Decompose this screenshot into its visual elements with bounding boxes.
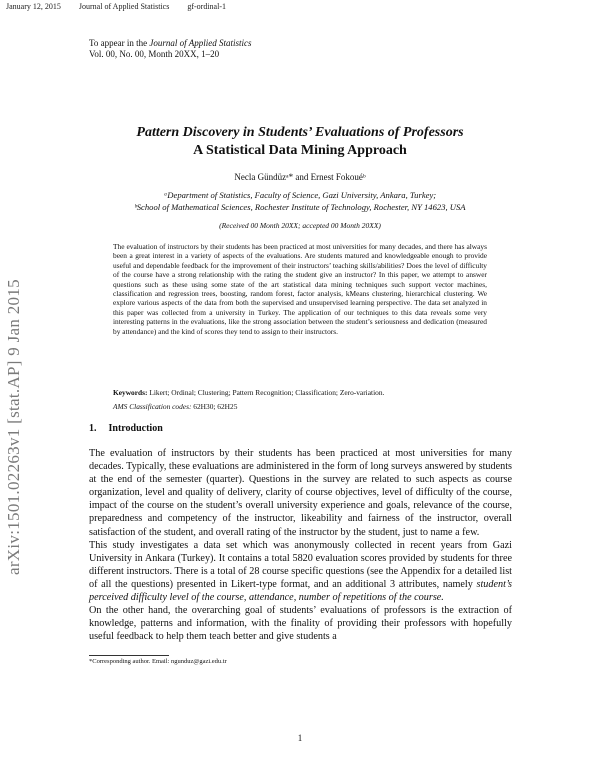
header-journal: Journal of Applied Statistics [78,2,170,11]
footnote: *Corresponding author. Email: ngunduz@gazi.edu.tr [89,658,227,665]
keywords-text: Likert; Ordinal; Clustering; Pattern Recognition; Classification; Zero-variation. [147,388,385,397]
affiliation-a: ᵃDepartment of Statistics, Faculty of Science, Gazi University, Ankara, Turkey; [163,190,437,200]
paper-title [80,124,520,160]
received-dates: (Received 00 Month 20XX; accepted 00 Month 20XX) [219,221,381,230]
ams-codes [113,402,487,411]
title-line-1: Pattern Discovery in Students’ Evaluations of Professors [136,125,464,140]
title-line-2: A Statistical Data Mining Approach [193,143,407,158]
footnote-rule [89,655,169,656]
appear-journal: Journal of Applied Statistics [149,38,252,48]
header-file: gf-ordinal-1 [187,2,226,11]
affiliations [80,189,520,213]
paragraph-2 [89,539,512,604]
section-heading [89,423,163,434]
abstract: The evaluation of instructors by their students has been practiced at most universities for many decades, and there has always been a great interest in a variety of aspects of the evaluations. Are students matured and knowledgeable enough to provide useful and dependable feedback for the improvement of their instructors’ teaching skills/abilities? Does the level of difficulty of the course have a strong relationship with the rating the student give an instructor? In this paper, we attempt to answer questions such as these using some state of the art statistical data mining techniques such support vector machines, classification and regression trees, boosting, random forest, factor analysis, kMeans clustering, hierarchical clustering. We explore various aspects of the data from both the supervised and unsupervised learning perspective. The data set analyzed in this paper was collected from a university in Turkey. The application of our techniques to this data reveals some very interesting patterns in the evaluations, like the strong association between the student’s seriousness and dedication (measured by attendance) and the kind of scores they tend to assign to their instructors. [113,242,487,336]
paragraph-2-text: This study investigates a data set which was anonymously collected in recent years from Gazi University in Ankara (Turkey). It contains a total 5820 evaluation scores provided by students for three different instructors. There is a total of 28 course specific questions (see the Appendix for a detailed list of all the questions) presented in Likert-type format, and an additional 3 attributes, namely [89,539,512,590]
keywords-label: Keywords: [113,388,148,397]
paragraph-3: On the other hand, the overarching goal of students’ evaluations of professors is the extraction of knowledge, patterns and information, with the finality of providing their professors with hopefully useful feedback to help them teach better and give students a [89,605,512,643]
authors: Necla Gündüzᵃ* and Ernest Fokouéᵇ [234,172,366,182]
section-title: Introduction [108,423,163,434]
volume-line: Vol. 00, No. 00, Month 20XX, 1–20 [89,49,220,59]
page-number: 1 [297,733,303,743]
section-number: 1. [89,423,97,434]
appear-prefix: To appear in the [89,38,150,48]
ams-text: 62H30; 62H25 [191,402,238,411]
ams-label: AMS Classification codes: [113,402,192,411]
paragraph-2-italic: student’s perceived difficulty level of the course, attendance, number of repetitions of the course. [89,578,512,604]
body-text [89,447,512,643]
arxiv-stamp: arXiv:1501.02263v1 [stat.AP] 9 Jan 2015 [4,279,23,575]
header-date: January 12, 2015 [6,2,61,11]
publication-info [89,38,251,60]
paragraph-1: The evaluation of instructors by their students has been practiced at most universities for many decades. Typically, these evaluations are administered in the form of long surveys answered by students at the end of the semester (quarter). Questions in the survey are related to such aspects as course organization, level and quality of delivery, clarity of course objectives, level of difficulty of the course, impact of the course on the student’s overall university experience and goals, relevance of the course, preparedness and competency of the instructor, likeability and fairness of the instructor, overall satisfaction of the student, and overall rating of the instructor by the student, just to name a few. [89,448,512,538]
keywords [113,388,487,397]
affiliation-b: ᵇSchool of Mathematical Sciences, Rochester Institute of Technology, Rochester, NY 14623, USA [134,202,466,212]
running-header [6,2,242,11]
